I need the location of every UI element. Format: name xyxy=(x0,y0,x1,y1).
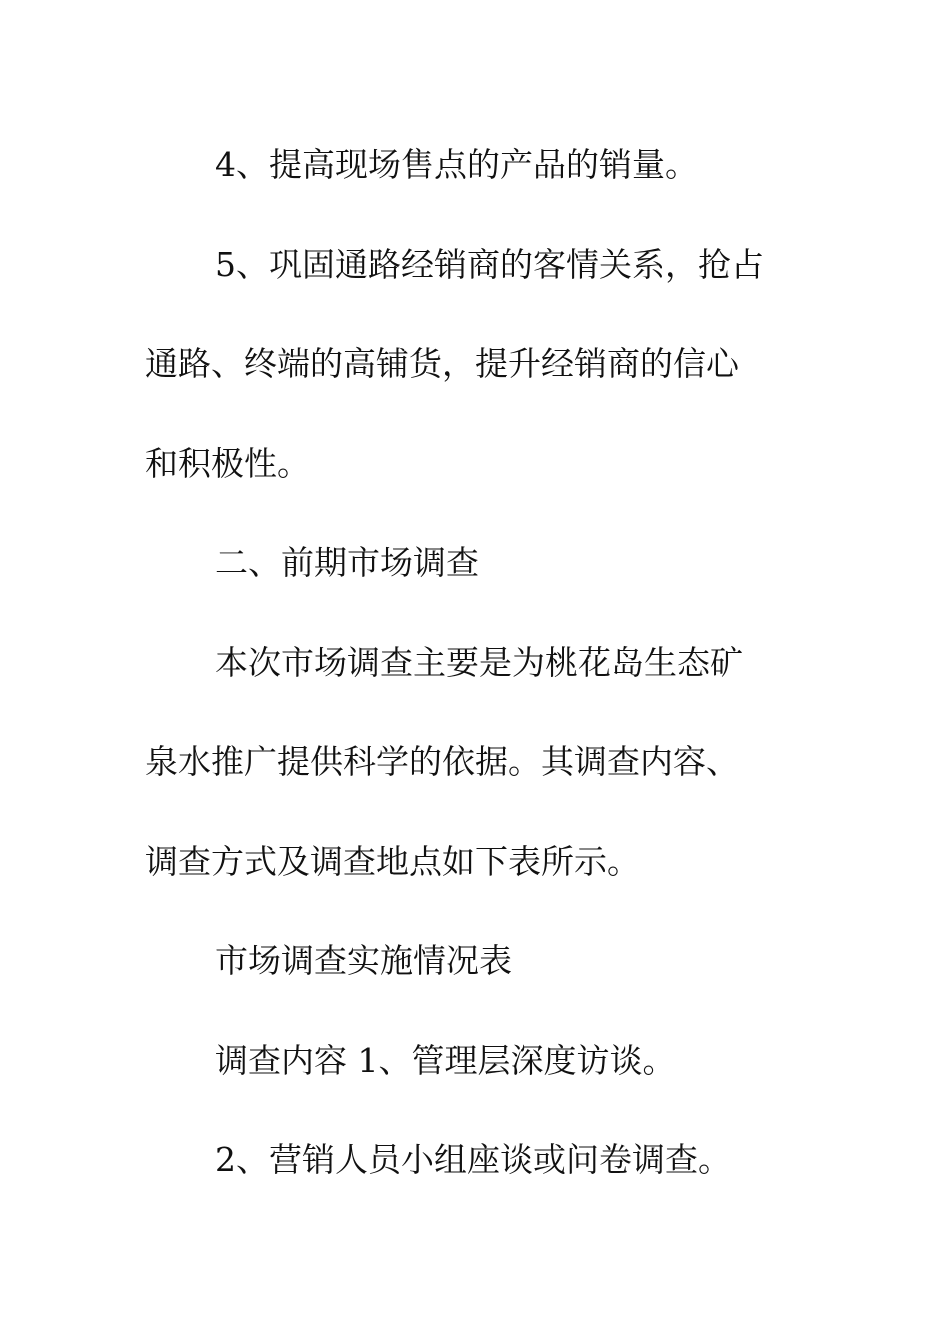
text-line-goal-5: 5、巩固通路经销商的客情关系，抢占 xyxy=(215,244,764,284)
text-line-survey-content-2: 2、营销人员小组座谈或问卷调查。 xyxy=(215,1140,731,1179)
table-title: 市场调查实施情况表 xyxy=(215,941,512,980)
section-heading-market-survey: 二、前期市场调查 xyxy=(215,543,479,582)
text-line-goal-5-cont-1: 通路、终端的高铺货，提升经销商的信心 xyxy=(145,344,739,383)
document-body xyxy=(145,115,805,1210)
text-line-survey-intro-cont-1: 泉水推广提供科学的依据。其调查内容、 xyxy=(145,742,739,781)
text-line-survey-intro: 本次市场调查主要是为桃花岛生态矿 xyxy=(215,642,743,682)
text-line-survey-intro-cont-2: 调查方式及调查地点如下表所示。 xyxy=(145,841,640,881)
text-line-goal-5-cont-2: 和积极性。 xyxy=(145,443,310,483)
text-line-goal-4: 4、提高现场售点的产品的销量。 xyxy=(215,145,698,184)
text-line-survey-content-1: 调查内容 1、管理层深度访谈。 xyxy=(215,1040,676,1080)
